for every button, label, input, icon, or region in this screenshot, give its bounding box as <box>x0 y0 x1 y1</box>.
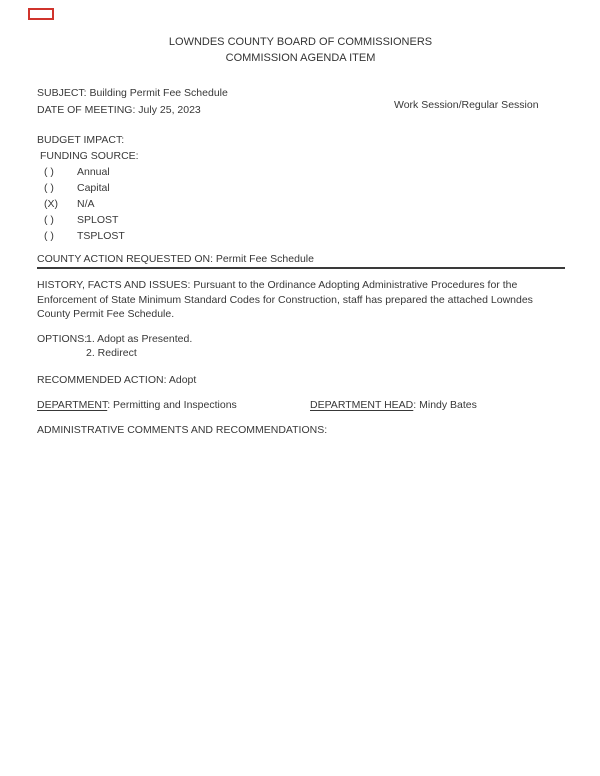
options-list <box>86 332 192 361</box>
checkbox-mark-checked: (X) <box>44 198 58 210</box>
funding-option-na <box>44 196 564 212</box>
option-item-2: 2. Redirect <box>86 347 137 359</box>
department-cell <box>37 398 310 413</box>
options-section <box>37 332 564 361</box>
title-line-2: COMMISSION AGENDA ITEM <box>225 52 376 64</box>
checkbox-mark: ( ) <box>44 166 54 178</box>
funding-option-label: N/A <box>77 198 95 210</box>
department-row <box>37 398 564 413</box>
session-type-label: Work Session/Regular Session <box>394 99 539 111</box>
checkbox-mark: ( ) <box>44 230 54 242</box>
checkbox-mark: ( ) <box>44 182 54 194</box>
department-value: : Permitting and Inspections <box>107 398 237 411</box>
subject-line: SUBJECT: Building Permit Fee Schedule <box>37 87 228 99</box>
date-of-meeting-line: DATE OF MEETING: July 25, 2023 <box>37 104 201 116</box>
document-title <box>37 34 564 66</box>
option-item-1: 1. Adopt as Presented. <box>86 332 193 345</box>
red-annotation-box <box>28 8 54 20</box>
funding-option-capital <box>44 180 564 196</box>
funding-option-tsplost <box>44 228 564 244</box>
options-label: OPTIONS: <box>37 332 88 345</box>
funding-option-label: SPLOST <box>77 214 119 226</box>
county-action-line: COUNTY ACTION REQUESTED ON: Permit Fee Schedule <box>37 253 314 265</box>
funding-option-annual <box>44 164 564 180</box>
funding-source-list <box>37 164 564 244</box>
history-paragraph: HISTORY, FACTS AND ISSUES: Pursuant to the Ordinance Adopting Administrative Procedures for the Enforcement of State Minimum Standard Codes for Construction, staff has prepared the attached Lowndes County Permit Fee Schedule. <box>37 279 533 320</box>
recommended-action-line: RECOMMENDED ACTION: Adopt <box>37 373 197 386</box>
department-head-value: : Mindy Bates <box>413 398 477 411</box>
funding-option-label: Annual <box>77 166 110 178</box>
title-line-1: LOWNDES COUNTY BOARD OF COMMISSIONERS <box>168 36 433 48</box>
document-content <box>0 34 600 438</box>
department-label: DEPARTMENT <box>37 398 108 411</box>
budget-impact-label: BUDGET IMPACT: <box>37 134 125 146</box>
horizontal-rule <box>37 267 565 269</box>
funding-option-label: TSPLOST <box>77 230 125 242</box>
funding-source-label: FUNDING SOURCE: <box>40 150 139 162</box>
department-head-cell <box>310 398 477 413</box>
admin-comments-line: ADMINISTRATIVE COMMENTS AND RECOMMENDATIONS: <box>37 423 328 436</box>
funding-option-label: Capital <box>77 182 110 194</box>
department-head-label: DEPARTMENT HEAD <box>310 398 414 411</box>
checkbox-mark: ( ) <box>44 214 54 226</box>
funding-option-splost <box>44 212 564 228</box>
